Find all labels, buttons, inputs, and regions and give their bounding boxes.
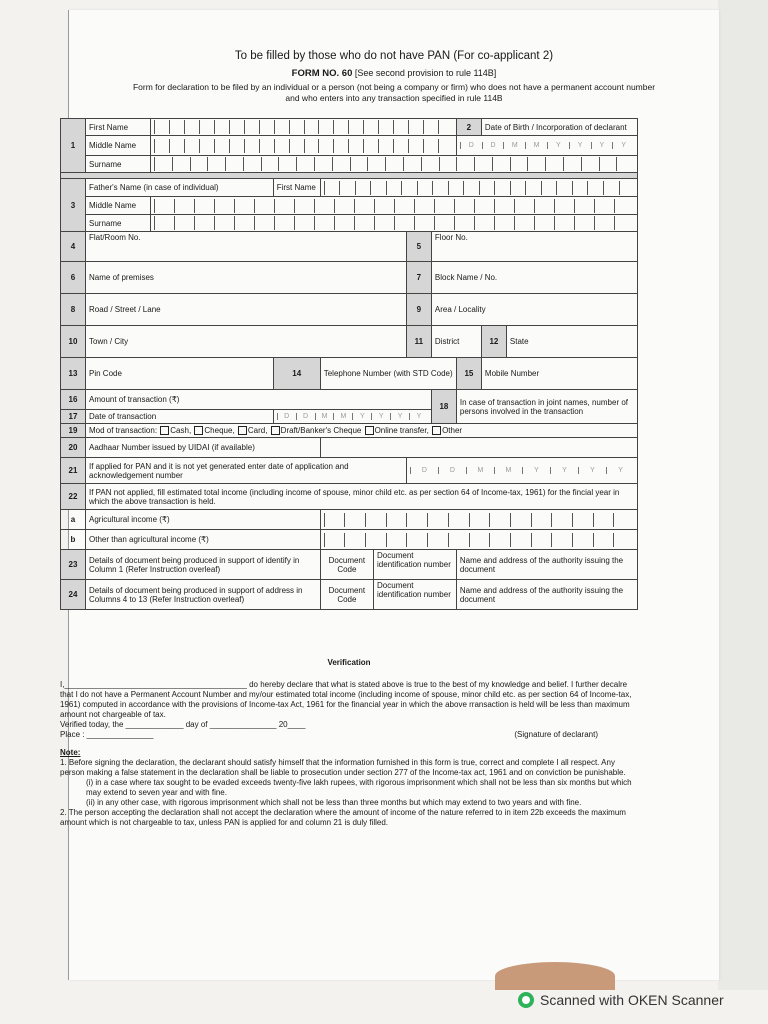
field-20-number: 20 (61, 438, 86, 458)
date-letter-2: M (503, 142, 525, 149)
surname-boxes[interactable] (151, 156, 638, 173)
area-label[interactable]: Area / Locality (431, 294, 637, 326)
verification-declaration: I,_________________________________________ do hereby declare that what is stated above is true to the best of my knowledge and belief. I further decalre that I do not have a Permanent Account Number and my/our estimated total income (including income of spouse, minor child etc. as per section 64 of Income-tax, 1961) computed in accordance with the provisions of Income-tax Act, 1961 for the financial year in which the above rransaction is held will be less than maximum amount not chargeable of tax. (60, 680, 632, 719)
date-letter-2: M (315, 413, 334, 420)
field-3-number: 3 (61, 179, 86, 232)
field-12-number: 12 (481, 326, 506, 358)
mode-checkbox-2[interactable] (238, 426, 247, 435)
doc-code-label-2[interactable]: Document Code (320, 580, 373, 610)
father-surname-label: Surname (86, 215, 151, 232)
aadhaar-label: Aadhaar Number issued by UIDAI (if available) (86, 438, 321, 458)
doc-identity-label: Details of document being produced in support of identify in Column 1 (Refer Instruction overleaf) (86, 550, 321, 580)
mode-checkbox-5[interactable] (432, 426, 441, 435)
doc-id-label-2[interactable]: Document identification number (374, 580, 457, 610)
premises-label[interactable]: Name of premises (86, 262, 407, 294)
watermark-text: Scanned with OKEN Scanner (540, 992, 724, 1008)
middle-name-boxes[interactable] (151, 136, 457, 156)
finger-photo (495, 962, 615, 990)
doc-address-label: Details of document being produced in support of address in Columns 4 to 13 (Refer Instruction overleaf) (86, 580, 321, 610)
amount-label[interactable]: Amount of transaction (₹) (86, 390, 432, 410)
surname-label: Surname (86, 156, 151, 173)
date-letter-0: D (277, 413, 296, 420)
mode-of-transaction: Mod of transaction: Cash, Cheque, Card, Draft/Banker's Cheque Online transfer, Other (86, 424, 638, 438)
field-22-number: 22 (61, 484, 86, 510)
field-11-number: 11 (406, 326, 431, 358)
field-5-number: 5 (406, 232, 431, 262)
flat-label[interactable]: Flat/Room No. (86, 232, 407, 262)
date-letter-7: Y (606, 467, 634, 474)
first-name-boxes[interactable] (151, 119, 457, 136)
form-title: To be filled by those who do not have PAN (For co-applicant 2) (234, 50, 554, 62)
mobile-label[interactable]: Mobile Number (481, 358, 637, 390)
verification-place[interactable]: Place : _______________ (60, 730, 154, 739)
note-1-ii: (ii) in any other case, with rigorous imprisonment which shall not be less than three months but which may extend to two years and with fine. (86, 798, 582, 807)
applied-pan-label: If applied for PAN and it is not yet generated enter date of application and acknowledgement number (86, 458, 407, 484)
applied-pan-date-boxes[interactable] (406, 458, 637, 484)
father-surname-boxes[interactable] (151, 215, 638, 232)
date-letter-4: Y (522, 467, 550, 474)
date-letter-4: Y (352, 413, 371, 420)
date-transaction-boxes[interactable] (273, 410, 431, 424)
field-23-number: 23 (61, 550, 86, 580)
field-6-number: 6 (61, 262, 86, 294)
date-letter-1: D (482, 142, 504, 149)
doc-id-label[interactable]: Document identification number (374, 550, 457, 580)
agri-income-boxes[interactable] (320, 510, 637, 530)
dob-boxes[interactable] (456, 136, 637, 156)
note-1-i: (i) in a case where tax sought to be evaded exceeds twenty-five lakh rupees, with rigorous imprisonment which shall not be less than six months but which may extend to seven year and with fine. (86, 778, 632, 797)
verification-section (60, 658, 638, 740)
mode-option-2: Card, (247, 425, 270, 435)
field-4-number: 4 (61, 232, 86, 262)
field-15-number: 15 (456, 358, 481, 390)
state-label[interactable]: State (506, 326, 637, 358)
date-letter-6: Y (591, 142, 613, 149)
other-income-label: Other than agricultural income (₹) (86, 530, 321, 550)
mode-option-5: Other (442, 425, 463, 435)
mode-option-3: Draft/Banker's Cheque (280, 425, 364, 435)
form-number: FORM NO. 60 [See second provision to rule 114B] (291, 68, 497, 79)
scanner-watermark (518, 992, 724, 1008)
field-21-number: 21 (61, 458, 86, 484)
date-letter-5: Y (569, 142, 591, 149)
field-2-number: 2 (456, 119, 481, 136)
date-letter-3: M (333, 413, 352, 420)
date-letter-6: Y (390, 413, 409, 420)
road-label[interactable]: Road / Street / Lane (86, 294, 407, 326)
date-letter-0: D (410, 467, 438, 474)
first-name-label: First Name (86, 119, 151, 136)
date-letter-5: Y (371, 413, 390, 420)
date-letter-5: Y (550, 467, 578, 474)
mode-checkbox-0[interactable] (160, 426, 169, 435)
note-2: 2. The person accepting the declaration shall not accept the declaration where the amount of income of the nature referred to in item 22b exceeds the maximum amount which is not chargeable to tax, unless PAN is applied for and column 21 is duly filled. (60, 808, 626, 827)
field-1-number: 1 (61, 119, 86, 173)
mode-checkbox-3[interactable] (271, 426, 280, 435)
field-17-number: 17 (61, 410, 86, 424)
field-24-number: 24 (61, 580, 86, 610)
mode-option-0: Cash, (170, 425, 194, 435)
note-1: 1. Before signing the declaration, the declarant should satisfy himself that the information furnished in this form is true, correct and complete I all respect. Any person making a false statement in the declaration shall be liable to prosecution under section 277 of the Income-tax act, 1961 and on conviction be punishable. (60, 758, 626, 777)
date-letter-3: M (494, 467, 522, 474)
field-9-number: 9 (406, 294, 431, 326)
page-edge (718, 0, 768, 990)
note-title: Note: (60, 748, 81, 757)
floor-label[interactable]: Floor No. (431, 232, 637, 262)
middle-name-label: Middle Name (86, 136, 151, 156)
mode-checkbox-1[interactable] (194, 426, 203, 435)
father-first-name-boxes[interactable] (320, 179, 637, 197)
field-18-number: 18 (431, 390, 456, 424)
field-16-number: 16 (61, 390, 86, 410)
date-letter-1: D (296, 413, 315, 420)
block-label[interactable]: Block Name / No. (431, 262, 637, 294)
agri-income-label: Agricultural income (₹) (86, 510, 321, 530)
date-letter-2: M (466, 467, 494, 474)
pin-label[interactable]: Pin Code (86, 358, 274, 390)
field-19-number: 19 (61, 424, 86, 438)
father-first-name-label: First Name (273, 179, 320, 197)
field-7-number: 7 (406, 262, 431, 294)
authority-label-2[interactable]: Name and address of the authority issuing the document (456, 580, 637, 610)
field-8-number: 8 (61, 294, 86, 326)
verification-title: Verification (327, 658, 371, 667)
date-letter-4: Y (547, 142, 569, 149)
notes-section (60, 748, 638, 828)
district-label[interactable]: District (431, 326, 481, 358)
date-transaction-label: Date of transaction (86, 410, 274, 424)
date-letter-1: D (438, 467, 466, 474)
father-middle-label: Middle Name (86, 197, 151, 215)
item-b: b (61, 530, 86, 550)
oken-logo-icon (518, 992, 534, 1008)
father-name-label: Father's Name (in case of individual) (86, 179, 274, 197)
verification-date[interactable]: Verified today, the _____________ day of _______________ 20____ (60, 720, 306, 729)
mode-checkbox-4[interactable] (365, 426, 374, 435)
father-middle-boxes[interactable] (151, 197, 638, 215)
town-label[interactable]: Town / City (86, 326, 407, 358)
field-14-number: 14 (273, 358, 320, 390)
signature-label: (Signature of declarant) (514, 730, 598, 739)
other-income-boxes[interactable] (320, 530, 637, 550)
dob-label: Date of Birth / Incorporation of declarant (481, 119, 637, 136)
item-a: a (61, 510, 86, 530)
not-applied-label: If PAN not applied, fill estimated total income (including income of spouse, minor child etc. as per section 64 of Income-tax, 1961) for the fincial year in which the above transaction is held. (86, 484, 638, 510)
date-letter-6: Y (578, 467, 606, 474)
joint-label[interactable]: In case of transaction in joint names, number of persons involved in the transaction (456, 390, 637, 424)
field-10-number: 10 (61, 326, 86, 358)
doc-code-label[interactable]: Document Code (320, 550, 373, 580)
date-letter-0: D (460, 142, 482, 149)
form-description: Form for declaration to be filed by an individual or a person (not being a company or firm) who does not have a permanent account number and who enters into any transaction specified in rule 114B (132, 82, 656, 103)
mode-option-1: Cheque, (204, 425, 237, 435)
telephone-label[interactable]: Telephone Number (with STD Code) (320, 358, 456, 390)
mode-option-4: Online transfer, (374, 425, 432, 435)
aadhaar-input[interactable] (320, 438, 637, 458)
date-letter-7: Y (409, 413, 428, 420)
field-13-number: 13 (61, 358, 86, 390)
authority-label[interactable]: Name and address of the authority issuing the document (456, 550, 637, 580)
date-letter-7: Y (612, 142, 634, 149)
date-letter-3: M (525, 142, 547, 149)
form-table (60, 118, 638, 610)
